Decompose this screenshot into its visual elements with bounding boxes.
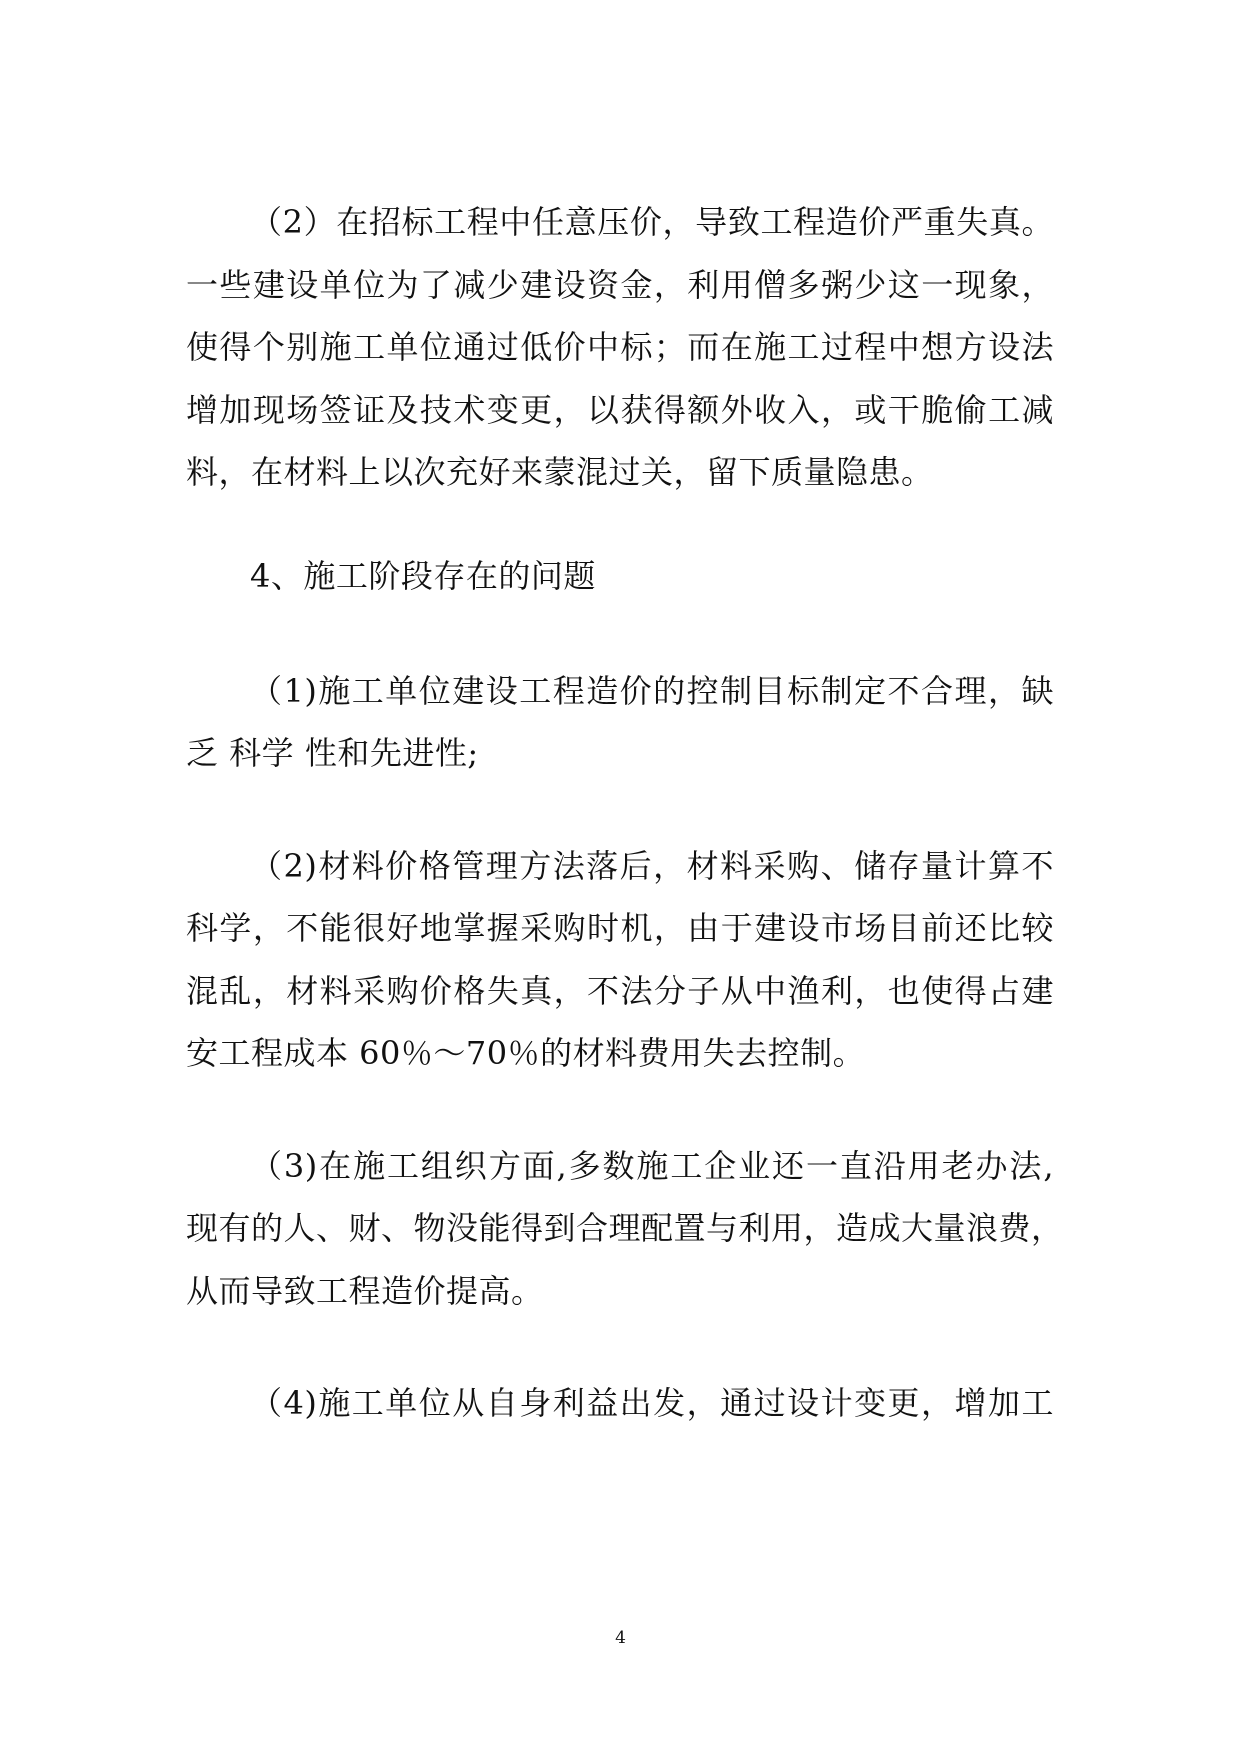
paragraph-5-line-1: （4)施工单位从自身利益出发，通过设计变更，增加工 — [250, 1384, 1054, 1422]
paragraph-1-line-2: 一些建设单位为了减少建设资金，利用僧多粥少这一现象， — [186, 266, 1054, 304]
section-heading: 4、施工阶段存在的问题 — [250, 557, 596, 595]
page-number: 4 — [615, 1628, 626, 1648]
paragraph-3-line-4: 安工程成本 60％～70％的材料费用失去控制。 — [186, 1034, 866, 1072]
paragraph-2-line-2: 乏 科学 性和先进性; — [186, 734, 479, 772]
paragraph-3-line-2: 科学，不能很好地掌握采购时机，由于建设市场目前还比较 — [186, 909, 1054, 947]
paragraph-4-line-3: 从而导致工程造价提高。 — [186, 1272, 544, 1310]
paragraph-1-line-1: （2）在招标工程中任意压价，导致工程造价严重失真。 — [250, 203, 1054, 241]
paragraph-4-line-1: （3)在施工组织方面,多数施工企业还一直沿用老办法, — [250, 1147, 1054, 1185]
paragraph-3-line-3: 混乱，材料采购价格失真，不法分子从中渔利，也使得占建 — [186, 972, 1054, 1010]
paragraph-3-line-1: （2)材料价格管理方法落后，材料采购、储存量计算不 — [250, 847, 1054, 885]
paragraph-1-line-3: 使得个别施工单位通过低价中标；而在施工过程中想方设法 — [186, 328, 1054, 366]
paragraph-1-line-5: 料，在材料上以次充好来蒙混过关，留下质量隐患。 — [186, 453, 934, 491]
paragraph-1-line-4: 增加现场签证及技术变更，以获得额外收入，或干脆偷工减 — [186, 391, 1054, 429]
paragraph-2-line-1: （1)施工单位建设工程造价的控制目标制定不合理，缺 — [250, 672, 1054, 710]
paragraph-4-line-2: 现有的人、财、物没能得到合理配置与利用，造成大量浪费， — [186, 1209, 1064, 1247]
